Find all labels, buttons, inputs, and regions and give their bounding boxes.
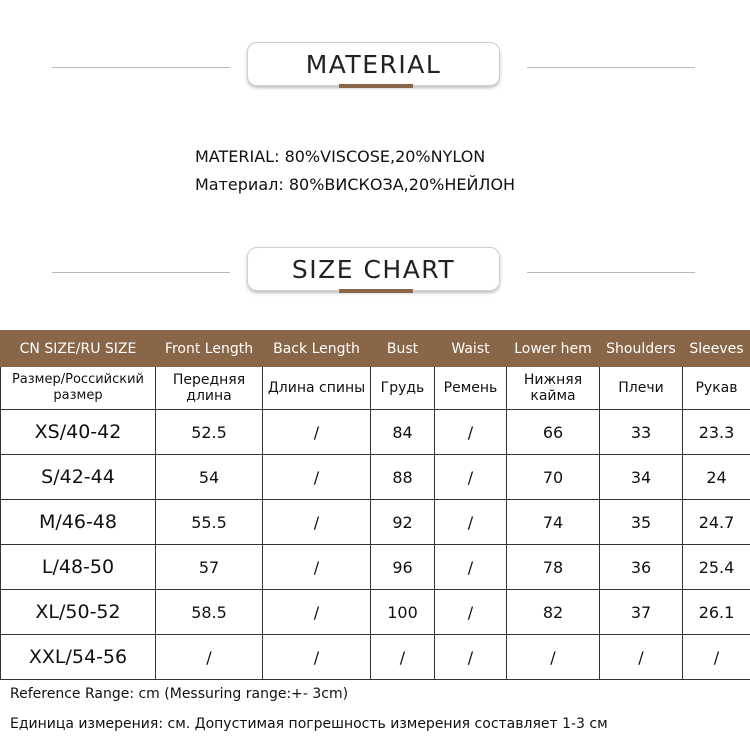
table-cell: 36 [600, 545, 683, 590]
table-cell: XL/50-52 [1, 590, 156, 635]
table-cell: / [263, 545, 371, 590]
table-cell: / [371, 635, 435, 680]
table-cell: 96 [371, 545, 435, 590]
divider-line [527, 272, 695, 273]
table-cell: / [435, 635, 507, 680]
table-cell: 34 [600, 455, 683, 500]
table-cell: 52.5 [156, 410, 263, 455]
column-header: Front Length [156, 331, 263, 367]
column-header: Back Length [263, 331, 371, 367]
table-cell: 88 [371, 455, 435, 500]
table-header-row [1, 331, 750, 367]
table-cell: 55.5 [156, 500, 263, 545]
table-cell: / [263, 500, 371, 545]
title-underline [339, 289, 413, 293]
size-table [0, 330, 750, 680]
column-header-ru: Нижняя кайма [507, 367, 600, 410]
material-header [0, 42, 750, 102]
table-cell: 100 [371, 590, 435, 635]
table-cell: 24.7 [683, 500, 750, 545]
table-cell: 70 [507, 455, 600, 500]
table-cell: 82 [507, 590, 600, 635]
column-header-ru: Длина спины [263, 367, 371, 410]
table-cell: 24 [683, 455, 750, 500]
column-header: CN SIZE/RU SIZE [1, 331, 156, 367]
table-cell: / [435, 545, 507, 590]
table-cell: 35 [600, 500, 683, 545]
table-cell: 92 [371, 500, 435, 545]
table-header-row-ru [1, 367, 750, 410]
column-header-ru: Плечи [600, 367, 683, 410]
column-header-ru: Ремень [435, 367, 507, 410]
table-cell: 84 [371, 410, 435, 455]
column-header: Bust [371, 331, 435, 367]
table-row [1, 500, 750, 545]
table-cell: 78 [507, 545, 600, 590]
table-cell: XS/40-42 [1, 410, 156, 455]
section-title: SIZE CHART [247, 247, 500, 291]
table-cell: / [156, 635, 263, 680]
table-row [1, 455, 750, 500]
divider-line [527, 67, 695, 68]
table-cell: / [435, 500, 507, 545]
table-cell: / [600, 635, 683, 680]
table-row [1, 590, 750, 635]
table-cell: / [683, 635, 750, 680]
column-header-ru: Передняя длина [156, 367, 263, 410]
table-cell: / [435, 455, 507, 500]
table-cell: S/42-44 [1, 455, 156, 500]
table-cell: / [263, 590, 371, 635]
table-cell: 57 [156, 545, 263, 590]
column-header-ru: Грудь [371, 367, 435, 410]
size-chart-header [0, 247, 750, 307]
table-cell: 66 [507, 410, 600, 455]
table-cell: / [435, 590, 507, 635]
column-header: Lower hem [507, 331, 600, 367]
divider-line [52, 272, 230, 273]
table-cell: / [507, 635, 600, 680]
table-cell: / [263, 635, 371, 680]
table-cell: L/48-50 [1, 545, 156, 590]
table-row [1, 410, 750, 455]
table-cell: 33 [600, 410, 683, 455]
column-header: Shoulders [600, 331, 683, 367]
table-cell: XXL/54-56 [1, 635, 156, 680]
column-header: Waist [435, 331, 507, 367]
table-cell: 23.3 [683, 410, 750, 455]
reference-range-note: Reference Range: cm (Messuring range:+- 3cm) [10, 686, 349, 702]
table-cell: / [435, 410, 507, 455]
table-row [1, 635, 750, 680]
column-header-ru: Размер/Российский размер [1, 367, 156, 410]
material-line-en: MATERIAL: 80%VISCOSE,20%NYLON [195, 147, 486, 166]
column-header-ru: Рукав [683, 367, 750, 410]
table-cell: 58.5 [156, 590, 263, 635]
table-cell: 25.4 [683, 545, 750, 590]
table-cell: 54 [156, 455, 263, 500]
table-cell: / [263, 410, 371, 455]
reference-range-note-ru: Единица измерения: см. Допустимая погрешность измерения составляет 1-3 см [10, 716, 608, 732]
material-line-ru: Материал: 80%ВИСКОЗА,20%НЕЙЛОН [195, 175, 516, 194]
table-cell: 26.1 [683, 590, 750, 635]
title-underline [339, 84, 413, 88]
table-cell: / [263, 455, 371, 500]
table-cell: 74 [507, 500, 600, 545]
column-header: Sleeves [683, 331, 750, 367]
table-row [1, 545, 750, 590]
divider-line [52, 67, 230, 68]
table-cell: M/46-48 [1, 500, 156, 545]
table-cell: 37 [600, 590, 683, 635]
section-title: MATERIAL [247, 42, 500, 86]
